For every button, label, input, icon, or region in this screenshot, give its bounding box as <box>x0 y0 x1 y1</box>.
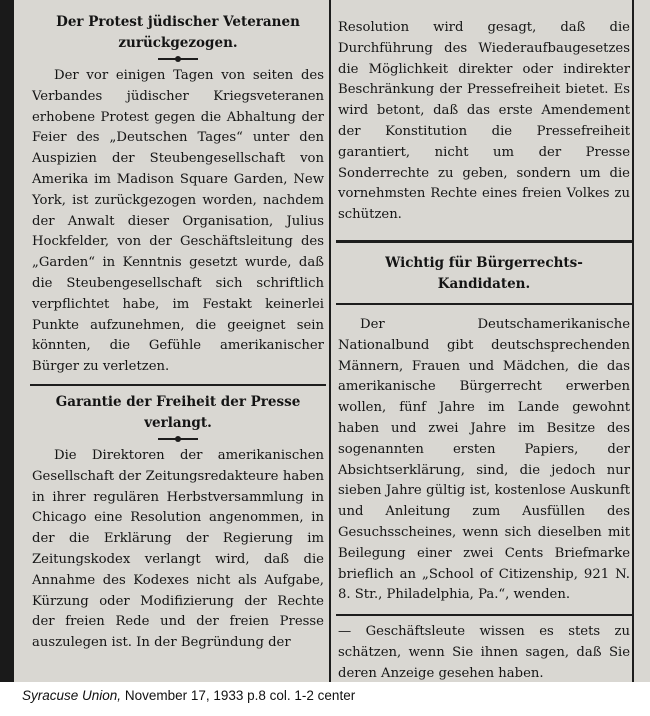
left-column <box>30 8 326 654</box>
column-rule <box>329 0 331 682</box>
headline-press-freedom: Garantie der Freiheit der Presse verlangt. <box>55 393 301 431</box>
ornament-divider <box>158 438 198 440</box>
article-citizenship-body: Der Deutschamerikanische Nationalbund gibt deutschsprechenden Männern, Frauen und Mädchen, die das amerikanische Bürgerrecht erwerben wollen, fünf Jahre im Lande gewohnt haben und zwei Jahre im Besitze des sogenannten ersten Papiers, der Absichtserklärung, sind, die jedoch nur sieben Jahre gültig ist, kostenlose Auskunft und Anleitung zum Ausfüllen des Gesuchsscheines, wenn sich dieselben mit Beilegung einer zwei Cents Briefmarke brieflich an „School of Citizenship, 921 N. 8. Str., Philadelphia, Pa.“, wenden. <box>338 316 630 603</box>
section-separator <box>30 384 326 386</box>
article-press-freedom-body-part1: Die Direktoren der amerikanischen Gesellschaft der Zeitungsredakteure haben in ihrer regulären Herbstversammlung in Chicago eine Resolution angenommen, in der die Erklärung der Regierung im Zeitungskodex verlangt wird, daß die Annahme des Kodexes nicht als Aufgabe, Kürzung oder Modifizierung der Rechte der freien Rede und der freien Presse auszulegen ist. In der Begründung der <box>32 447 324 651</box>
right-column-rule <box>632 0 634 682</box>
headline-citizenship-candidates: Wichtig für Bürgerrechts-Kandidaten. <box>385 254 583 292</box>
section-separator <box>336 240 632 243</box>
section-separator <box>336 303 632 305</box>
headline-veterans-protest: Der Protest jüdischer Veteranen zurückgezogen. <box>56 14 300 51</box>
right-column <box>336 18 632 682</box>
image-caption <box>22 688 355 703</box>
left-margin-shadow <box>0 0 14 682</box>
advertiser-notice: — Geschäftsleute wissen es stets zu schätzen, wenn Sie ihnen sagen, daß Sie deren Anzeige gesehen haben. <box>338 624 630 681</box>
article-press-freedom-body-part2: Resolution wird gesagt, daß die Durchführung des Wiederaufbaugesetzes die Möglichkeit direkter oder indirekter Beschränkung der Pressefreiheit bietet. Es wird betont, daß das erste Amendement der Konstitution die Pressefreiheit garantiert, nicht um der Presse Sonderrechte zu geben, sondern um die vornehmsten Rechte eines freien Volkes zu schützen. <box>338 20 630 223</box>
section-separator <box>336 614 632 616</box>
article-veterans-protest-body: Der vor einigen Tagen von seiten des Verbandes jüdischer Kriegsveteranen erhobene Protest gegen die Abhaltung der Feier des „Deutschen Tages“ unter den Auspizien der Steubengesellschaft von Amerika im Madison Square Garden, New York, ist zurückgezogen worden, nachdem der Anwalt dieser Organisation, Julius Hockfelder, von der Geschäftsleitung des „Garden“ in Kenntnis gesetzt wurde, daß die Steubengesellschaft sich schriftlich verpflichtet habe, im Festakt keinerlei Punkte aufzunehmen, die geeignet sein könnten, die Gefühle amerikanischer Bürger zu verletzen. <box>32 68 324 375</box>
caption-source: Syracuse Union, <box>22 688 122 703</box>
caption-detail: November 17, 1933 p.8 col. 1-2 center <box>121 688 356 703</box>
ornament-divider <box>158 58 198 60</box>
